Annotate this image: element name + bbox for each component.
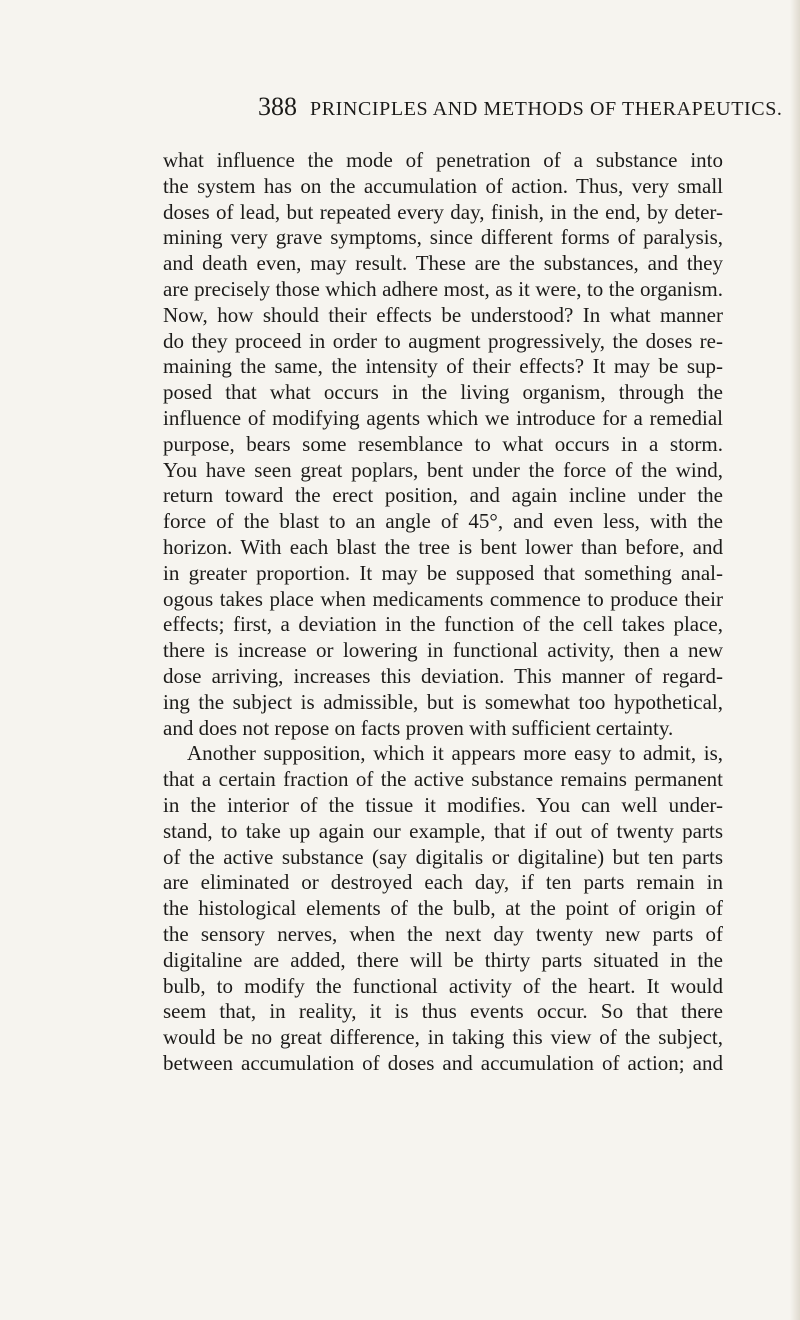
paragraph [163, 148, 723, 741]
body-text [163, 148, 723, 1077]
text-line: Now, how should their effects be understood? In what manner [163, 302, 723, 327]
text-line: the sensory nerves, when the next day twenty new parts of [163, 921, 723, 946]
page-edge-shadow [790, 0, 800, 1320]
text-line: return toward the erect position, and again incline under the [163, 483, 723, 508]
text-line: what influence the mode of penetration of a substance into [163, 148, 723, 172]
text-line: the system has on the accumulation of action. Thus, very small [163, 173, 723, 198]
text-line: and does not repose on facts proven with sufficient certainty. [163, 715, 674, 740]
text-line: that a certain fraction of the active substance remains permanent [163, 767, 723, 792]
text-line: do they proceed in order to augment progressively, the doses re- [163, 328, 723, 353]
text-line: bulb, to modify the functional activity of the heart. It would [163, 973, 723, 998]
text-line: stand, to take up again our example, that if out of twenty parts [163, 818, 723, 843]
running-head [258, 92, 783, 122]
text-line: ing the subject is admissible, but is somewhat too hypothetical, [163, 689, 723, 714]
text-line: in the interior of the tissue it modifies. You can well under- [163, 792, 723, 817]
text-line: between accumulation of doses and accumulation of action; and [163, 1050, 723, 1075]
text-line: would be no great difference, in taking this view of the subject, [163, 1025, 723, 1050]
text-line: influence of modifying agents which we introduce for a remedial [163, 405, 723, 430]
text-line: You have seen great poplars, bent under the force of the wind, [163, 457, 723, 482]
text-line: doses of lead, but repeated every day, finish, in the end, by deter- [163, 199, 723, 224]
page-number: 388 [258, 92, 297, 121]
text-line: force of the blast to an angle of 45°, and even less, with the [163, 509, 723, 534]
text-line: horizon. With each blast the tree is bent lower than before, and [163, 534, 723, 559]
text-line: are precisely those which adhere most, as it were, to the organism. [163, 276, 723, 301]
text-line: effects; first, a deviation in the function of the cell takes place, [163, 612, 723, 637]
text-line: of the active substance (say digitalis or digitaline) but ten parts [163, 844, 723, 869]
text-line: are eliminated or destroyed each day, if ten parts remain in [163, 870, 723, 895]
text-line: the histological elements of the bulb, at the point of origin of [163, 896, 723, 921]
text-line: and death even, may result. These are the substances, and they [163, 251, 723, 276]
paragraph [163, 741, 723, 1076]
text-line: dose arriving, increases this deviation. This manner of regard- [163, 663, 723, 688]
text-line: there is increase or lowering in functional activity, then a new [163, 638, 723, 663]
text-line: seem that, in reality, it is thus events occur. So that there [163, 999, 723, 1024]
text-line: mining very grave symptoms, since different forms of paralysis, [163, 225, 723, 250]
text-line: ogous takes place when medicaments commence to produce their [163, 586, 723, 611]
text-line: digitaline are added, there will be thirty parts situated in the [163, 947, 723, 972]
text-line: purpose, bears some resemblance to what occurs in a storm. [163, 431, 723, 456]
text-line: Another supposition, which it appears more easy to admit, is, [187, 741, 723, 766]
text-line: posed that what occurs in the living organism, through the [163, 380, 723, 405]
running-title: PRINCIPLES AND METHODS OF THERAPEUTICS. [310, 98, 783, 120]
text-line: in greater proportion. It may be supposed that something anal- [163, 560, 723, 585]
text-line: maining the same, the intensity of their effects? It may be sup- [163, 354, 723, 379]
